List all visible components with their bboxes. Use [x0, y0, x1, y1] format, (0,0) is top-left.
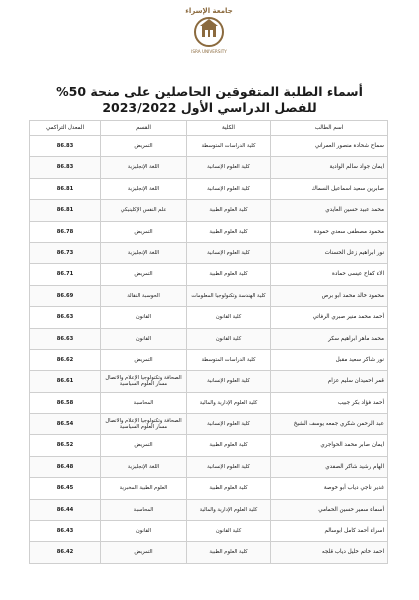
department-cell: المحاسبة	[101, 499, 187, 520]
department-cell: الصحافة وتكنولوجيا الإعلام والاتصال مسار العلوم السياسية	[101, 371, 187, 392]
department-cell: اللغة الإنجليزية	[101, 157, 187, 178]
faculty-cell: كلية العلوم الإنسانية	[187, 157, 271, 178]
student-name-cell: أحمد محمد منير صبري الرفاتي	[271, 307, 388, 328]
department-cell: الصحافة وتكنولوجيا الإعلام والاتصال مسار العلوم السياسية	[101, 414, 187, 435]
faculty-cell: كلية القانون	[187, 521, 271, 542]
department-cell: اللغة الإنجليزية	[101, 242, 187, 263]
gpa-cell: 86.78	[30, 221, 101, 242]
table-row	[30, 157, 388, 178]
department-cell: الحوسبة النقالة	[101, 285, 187, 306]
gpa-cell: 86.63	[30, 328, 101, 349]
table-row	[30, 521, 388, 542]
faculty-cell: كلية العلوم الطبية	[187, 264, 271, 285]
faculty-cell: كلية العلوم الطبية	[187, 221, 271, 242]
gpa-cell: 86.69	[30, 285, 101, 306]
faculty-cell: كلية القانون	[187, 328, 271, 349]
student-name-cell: أحمد فؤاد بكر جبيب	[271, 392, 388, 413]
gpa-cell: 86.63	[30, 307, 101, 328]
page-subtitle: للفصل الدراسي الأول 2023/2022	[102, 100, 317, 115]
student-name-cell: محمد عبيد حسين العايدي	[271, 200, 388, 221]
page-title: أسماء الطلبة المتفوقين الحاصلين على منحة 50%	[56, 84, 363, 99]
gpa-cell: 86.52	[30, 435, 101, 456]
faculty-cell: كلية العلوم الطبية	[187, 435, 271, 456]
department-cell: التمريض	[101, 264, 187, 285]
student-name-cell: احمد خاتم خليل دياب قلجه	[271, 542, 388, 563]
faculty-cell: كلية الهندسة وتكنولوجيا المعلومات	[187, 285, 271, 306]
faculty-cell: كلية العلوم الطبية	[187, 542, 271, 563]
department-cell: اللغة الإنجليزية	[101, 178, 187, 199]
gpa-cell: 86.71	[30, 264, 101, 285]
table-row	[30, 542, 388, 563]
faculty-cell: كلية العلوم الطبية	[187, 200, 271, 221]
student-name-cell: غدير ناجي دياب أبو خوصة	[271, 478, 388, 499]
table-row	[30, 478, 388, 499]
student-name-cell: عبد الرحمن شكري جمعه يوسف الشيخ	[271, 414, 388, 435]
faculty-cell: كلية العلوم الإنسانية	[187, 371, 271, 392]
student-name-cell: محمود خالد محمد ابو برص	[271, 285, 388, 306]
gpa-cell: 86.81	[30, 178, 101, 199]
table-row	[30, 499, 388, 520]
faculty-cell: كلية العلوم الإنسانية	[187, 414, 271, 435]
student-name-cell: محمود مصطفى سعدي حمودة	[271, 221, 388, 242]
department-cell: العلوم الطبية المخبرية	[101, 478, 187, 499]
student-name-cell: الهام رشيد شاكر الصفدي	[271, 456, 388, 477]
faculty-cell: كلية العلوم الإنسانية	[187, 178, 271, 199]
gpa-cell: 86.48	[30, 456, 101, 477]
table-row	[30, 392, 388, 413]
column-header-student-name: اسم الطالب	[271, 121, 388, 136]
table-row	[30, 242, 388, 263]
student-name-cell: أسماء سمير حسين الحمامي	[271, 499, 388, 520]
student-name-cell: قمر احميدان سليم عزام	[271, 371, 388, 392]
faculty-cell: كلية الدراسات المتوسطة	[187, 349, 271, 370]
gpa-cell: 86.58	[30, 392, 101, 413]
department-cell: القانون	[101, 328, 187, 349]
university-logo	[180, 4, 238, 56]
faculty-cell: كلية العلوم الإدارية والمالية	[187, 499, 271, 520]
student-name-cell: سماح شحادة منصور العمراني	[271, 136, 388, 157]
gpa-cell: 86.83	[30, 136, 101, 157]
column-header-faculty: الكلية	[187, 121, 271, 136]
column-header-gpa: المعدل التراكمي	[30, 121, 101, 136]
student-name-cell: ايمان جواد سالم الوادية	[271, 157, 388, 178]
department-cell: التمريض	[101, 136, 187, 157]
table-row	[30, 307, 388, 328]
student-name-cell: ايمان صابر محمد الحواجري	[271, 435, 388, 456]
department-cell: التمريض	[101, 221, 187, 242]
student-name-cell: محمد ماهر ابراهيم سكر	[271, 328, 388, 349]
table-row	[30, 328, 388, 349]
faculty-cell: كلية العلوم الإنسانية	[187, 242, 271, 263]
table-row	[30, 371, 388, 392]
department-cell: التمريض	[101, 435, 187, 456]
gpa-cell: 86.73	[30, 242, 101, 263]
student-name-cell: صابرين سعيد اسماعيل السماك	[271, 178, 388, 199]
column-header-department: القسم	[101, 121, 187, 136]
department-cell: التمريض	[101, 349, 187, 370]
gpa-cell: 86.44	[30, 499, 101, 520]
table-row	[30, 178, 388, 199]
logo-arabic-text: جامعة الإسراء	[185, 7, 233, 15]
faculty-cell: كلية العلوم الطبية	[187, 478, 271, 499]
student-name-cell: الاء كفاح عيسى حمادة	[271, 264, 388, 285]
table-row	[30, 349, 388, 370]
student-name-cell: اسراء أحمد كامل ابوسالم	[271, 521, 388, 542]
department-cell: اللغة الإنجليزية	[101, 456, 187, 477]
table-row	[30, 285, 388, 306]
table-row	[30, 200, 388, 221]
table-row	[30, 414, 388, 435]
table-row	[30, 136, 388, 157]
gpa-cell: 86.45	[30, 478, 101, 499]
student-name-cell: نور شاكر سعيد مقبل	[271, 349, 388, 370]
faculty-cell: كلية العلوم الإنسانية	[187, 456, 271, 477]
gpa-cell: 86.43	[30, 521, 101, 542]
gpa-cell: 86.61	[30, 371, 101, 392]
gpa-cell: 86.42	[30, 542, 101, 563]
department-cell: القانون	[101, 521, 187, 542]
department-cell: القانون	[101, 307, 187, 328]
faculty-cell: كلية الدراسات المتوسطة	[187, 136, 271, 157]
logo-english-text: ISRA UNIVERSITY	[191, 49, 227, 54]
student-name-cell: نور ابراهيم زعل الحسنات	[271, 242, 388, 263]
table-row	[30, 456, 388, 477]
scholarship-table	[29, 120, 388, 564]
gpa-cell: 86.62	[30, 349, 101, 370]
faculty-cell: كلية العلوم الإدارية والمالية	[187, 392, 271, 413]
department-cell: علم النفس الإكلينيكي	[101, 200, 187, 221]
table-row	[30, 435, 388, 456]
gpa-cell: 86.83	[30, 157, 101, 178]
gpa-cell: 86.54	[30, 414, 101, 435]
table-row	[30, 264, 388, 285]
department-cell: التمريض	[101, 542, 187, 563]
gpa-cell: 86.81	[30, 200, 101, 221]
table-header-row	[30, 121, 388, 136]
department-cell: المحاسبة	[101, 392, 187, 413]
table-row	[30, 221, 388, 242]
faculty-cell: كلية القانون	[187, 307, 271, 328]
